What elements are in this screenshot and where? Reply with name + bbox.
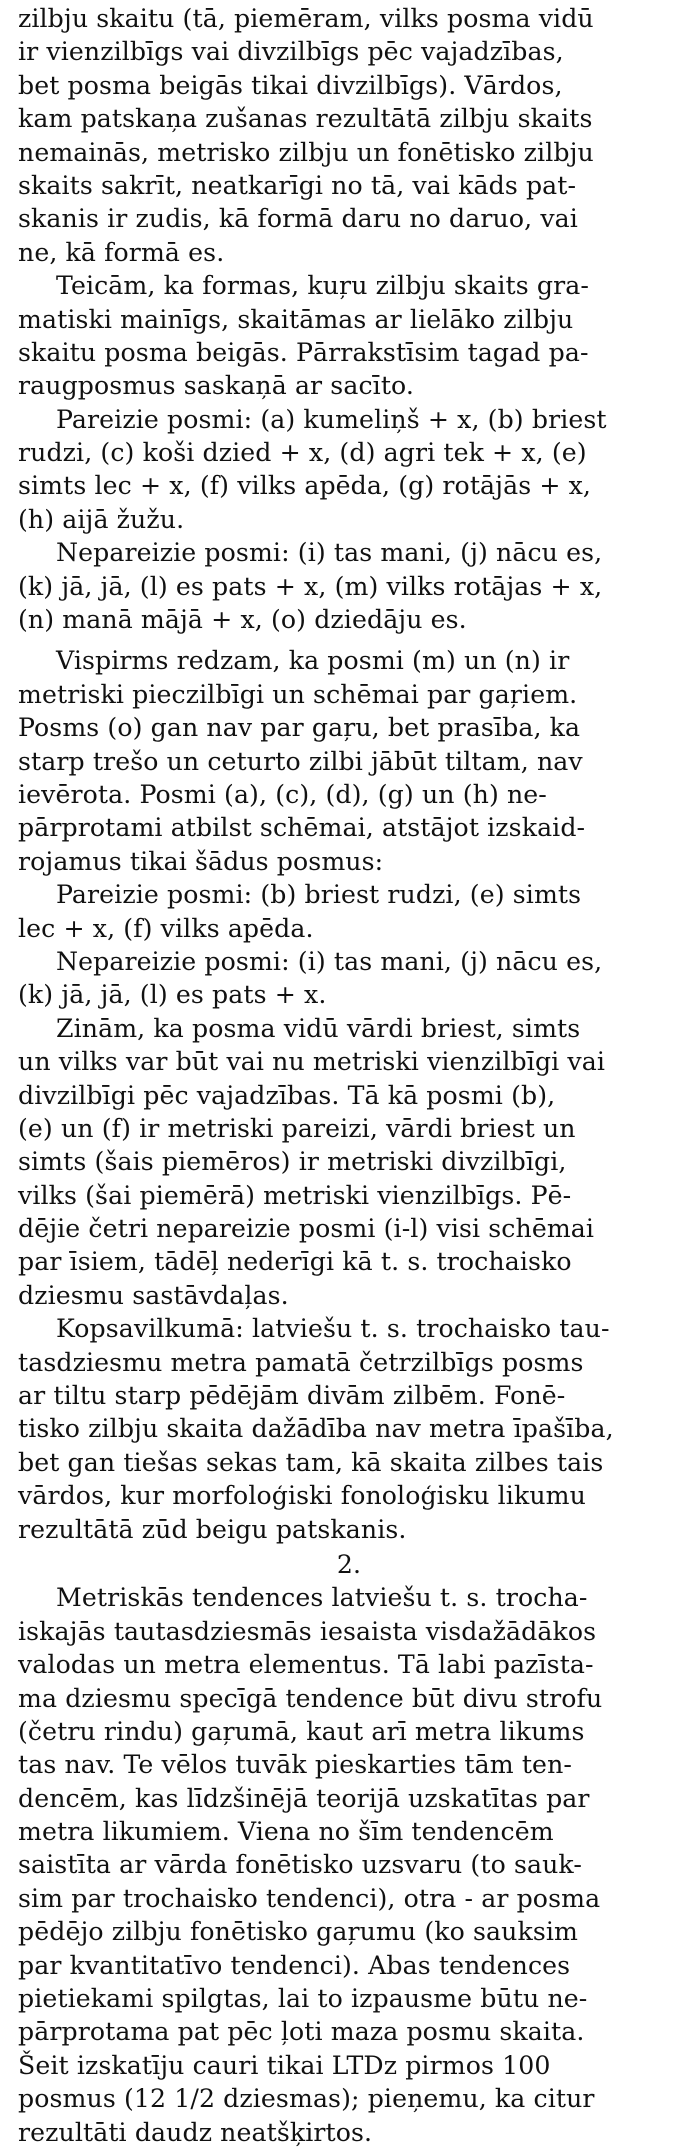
text-line: Zinām, ka posma vidū vārdi briest, simts [56, 1013, 581, 1043]
text-line: iskajās tautasdziesmās iesaista visdažādākos [18, 1616, 597, 1646]
text-line: Kopsavilkumā: latviešu t. s. trochaisko tau- [56, 1314, 610, 1344]
text-line: ma dziesmu specīgā tendence būt divu strofu [18, 1683, 603, 1713]
text-line: Pareizie posmi: (a) kumeliņš + x, (b) briest [56, 404, 607, 434]
text-line: rudzi, (c) koši dzied + x, (d) agri tek + x, (e) [18, 438, 587, 468]
text-line: un vilks var būt vai nu metriski vienzilbīgi vai [18, 1047, 606, 1077]
text-line: zilbju skaitu (tā, piemēram, vilks posma vidū [18, 4, 594, 33]
text-line: pārprotama pat pēc ļoti maza posmu skaita. [18, 2017, 585, 2047]
text-line: lec + x, (f) vilks apēda. [18, 913, 314, 943]
text-line: rezultāti daudz neatšķirtos. [18, 2117, 373, 2147]
text-line: (k) jā, jā, (l) es pats + x. [18, 980, 327, 1010]
text-line: raugposmus saskaņā ar sacīto. [18, 371, 414, 401]
text-line: tisko zilbju skaita dažādība nav metra īpašība, [18, 1414, 614, 1444]
text-line: (četru rindu) gaŗumā, kaut arī metra likums [18, 1716, 585, 1746]
paragraph [18, 644, 680, 878]
text-line: (e) un (f) ir metriski pareizi, vārdi briest un [18, 1113, 576, 1143]
paragraph [18, 1012, 680, 1313]
text-line: vārdos, kur morfoloģiski fonoloģisku likumu [18, 1481, 586, 1511]
text-line: Metriskās tendences latviešu t. s. trocha- [56, 1583, 588, 1613]
text-line: rojamus tikai šādus posmus: [18, 846, 384, 876]
section-number: 2. [336, 1549, 362, 1579]
paragraph [18, 945, 680, 1012]
document-page [18, 2, 680, 2149]
text-line: metra likumiem. Viena no šīm tendencēm [18, 1817, 554, 1847]
text-line: tas nav. Te vēlos tuvāk pieskarties tām ten- [18, 1750, 572, 1780]
text-line: vilks (šai piemērā) metriski vienzilbīgs. Pē- [18, 1180, 572, 1210]
text-line: par īsiem, tādēļ nederīgi kā t. s. trochaisko [18, 1247, 572, 1277]
text-line: matiski mainīgs, skaitāmas ar lielāko zilbju [18, 304, 574, 334]
text-line: valodas un metra elementus. Tā labi pazīsta- [18, 1650, 594, 1680]
text-line: bet gan tiešas sekas tam, kā skaita zilbes tais [18, 1447, 604, 1477]
text-line: pārprotami atbilst schēmai, atstājot izskaid- [18, 813, 586, 843]
text-line: rezultātā zūd beigu patskanis. [18, 1514, 407, 1544]
text-line: dziesmu sastāvdaļas. [18, 1280, 289, 1310]
text-line: saistīta ar vārda fonētisko uzsvaru (to sauk- [18, 1850, 582, 1880]
text-line: ne, kā formā es. [18, 237, 225, 267]
text-line: sim par trochaisko tendenci), otra - ar posma [18, 1883, 601, 1913]
text-line: skanis ir zudis, kā formā daru no daruo, vai [18, 204, 578, 234]
paragraph [18, 1312, 680, 1546]
paragraph [18, 1581, 680, 2149]
text-line: Teicām, ka formas, kuŗu zilbju skaits gra- [56, 271, 589, 301]
text-line: simts lec + x, (f) vilks apēda, (g) rotājās + x, [18, 471, 592, 501]
text-line: Nepareizie posmi: (i) tas mani, (j) nācu es, [56, 946, 603, 976]
text-line: skaits sakrīt, neatkarīgi no tā, vai kāds pat- [18, 170, 577, 200]
text-line: kam patskaņa zušanas rezultātā zilbju skaits [18, 104, 593, 134]
text-line: pietiekami spilgtas, lai to izpausme būtu ne- [18, 1984, 588, 2014]
paragraph [18, 878, 680, 945]
text-line: Vispirms redzam, ka posmi (m) un (n) ir [56, 646, 570, 676]
text-line: skaitu posma beigās. Pārrakstīsim tagad pa- [18, 337, 589, 367]
text-line: ar tiltu starp pēdējām divām zilbēm. Fonē- [18, 1381, 566, 1411]
text-line: bet posma beigās tikai divzilbīgs). Vārdos, [18, 70, 563, 100]
text-line: nemainās, metrisko zilbju un fonētisko zilbju [18, 137, 594, 167]
text-line: divzilbīgi pēc vajadzības. Tā kā posmi (b), [18, 1080, 556, 1110]
text-line: ievērota. Posmi (a), (c), (d), (g) un (h) ne- [18, 779, 547, 809]
text-line: (k) jā, jā, (l) es pats + x, (m) vilks rotājas + x, [18, 571, 603, 601]
text-line: Pareizie posmi: (b) briest rudzi, (e) simts [56, 880, 582, 910]
paragraph [18, 536, 680, 636]
text-line: dencēm, kas līdzšinējā teorijā uzskatītas par [18, 1783, 590, 1813]
text-line: posmus (12 1/2 dziesmas); pieņemu, ka citur [18, 2084, 595, 2114]
text-line: starp trešo un ceturto zilbi jābūt tiltam, nav [18, 746, 583, 776]
text-line: Nepareizie posmi: (i) tas mani, (j) nācu es, [56, 538, 603, 568]
text-line: tasdziesmu metra pamatā četrzilbīgs posms [18, 1347, 584, 1377]
text-line: (h) aijā žužu. [18, 504, 185, 534]
text-line: dējie četri nepareizie posmi (i-l) visi schēmai [18, 1214, 595, 1244]
text-line: metriski pieczilbīgi un schēmai par gaŗiem. [18, 679, 578, 709]
text-line: ir vienzilbīgs vai divzilbīgs pēc vajadzības, [18, 37, 564, 67]
paragraph [18, 269, 680, 403]
paragraph [18, 403, 680, 537]
text-line: pēdējo zilbju fonētisko gaŗumu (ko sauksim [18, 1917, 578, 1947]
text-line: Šeit izskatīju cauri tikai LTDz pirmos 100 [18, 2050, 551, 2080]
text-line: Posms (o) gan nav par gaŗu, bet prasība, ka [18, 713, 581, 743]
text-line: (n) manā mājā + x, (o) dziedāju es. [18, 605, 467, 635]
paragraph [18, 2, 680, 269]
text-line: par kvantitatīvo tendenci). Abas tendences [18, 1950, 571, 1980]
text-line: simts (šais piemēros) ir metriski divzilbīgi, [18, 1147, 567, 1177]
